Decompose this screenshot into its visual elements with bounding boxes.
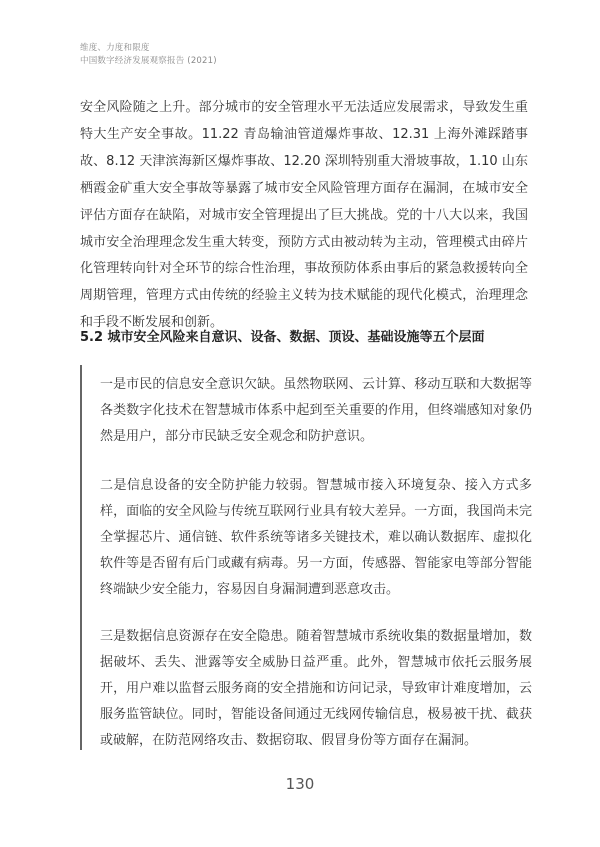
page-number: 130 [285, 775, 315, 793]
quote-paragraph-awareness: 一是市民的信息安全意识欠缺。虽然物联网、云计算、移动互联和大数据等各类数字化技术在智慧城市体系中起到至关重要的作用，但终端感知对象仍然是用户，部分市民缺乏安全观念和防护意识。 [100, 377, 532, 444]
intro-paragraph: 安全风险随之上升。部分城市的安全管理水平无法适应发展需求，导致发生重特大生产安全事故。11.22 青岛输油管道爆炸事故、12.31 上海外滩踩踏事故、8.12 天津滨海新区爆炸事故、12.20 深圳特别重大滑坡事故，1.10 山东栖霞金矿重大安全事故等暴露了城市安全风险管理方面存在漏洞，在城市安全评估方面存在缺陷，对城市安全管理提出了巨大挑战。党的十八大以来，我国城市安全治理理念发生重大转变，预防方式由被动转为主动，管理模式由碎片化管理转向针对全环节的综合性治理，事故预防体系由事后的紧急救援转向全周期管理，管理方式由传统的经验主义转为技术赋能的现代化模式，治理理念和手段不断发展和创新。 [80, 100, 528, 331]
quote-block [80, 365, 534, 750]
section-heading: 5.2 城市安全风险来自意识、设备、数据、顶设、基础设施等五个层面 [80, 330, 485, 345]
quote-paragraph-data: 三是数据信息资源存在安全隐患。随着智慧城市系统收集的数据量增加，数据破坏、丢失、泄露等安全威胁日益严重。此外，智慧城市依托云服务展开，用户难以监督云服务商的安全措施和访问记录，导致审计难度增加，云服务监管缺位。同时，智能设备间通过无线网传输信息，极易被干扰、截获或破解，在防范网络攻击、数据窃取、假冒身份等方面存在漏洞。 [100, 629, 532, 748]
header-report-title: 中国数字经济发展观察报告 (2021) [80, 56, 217, 66]
header-book-title: 维度、力度和限度 [80, 43, 150, 53]
quote-paragraph-devices: 二是信息设备的安全防护能力较弱。智慧城市接入环境复杂、接入方式多样，面临的安全风险与传统互联网行业具有较大差异。一方面，我国尚未完全掌握芯片、通信链、软件系统等诸多关键技术，难以确认数据库、虚拟化软件等是否留有后门或藏有病毒。另一方面，传感器、智能家电等部分智能终端缺少安全能力，容易因自身漏洞遭到恶意攻击。 [100, 478, 532, 597]
running-header [80, 42, 217, 68]
